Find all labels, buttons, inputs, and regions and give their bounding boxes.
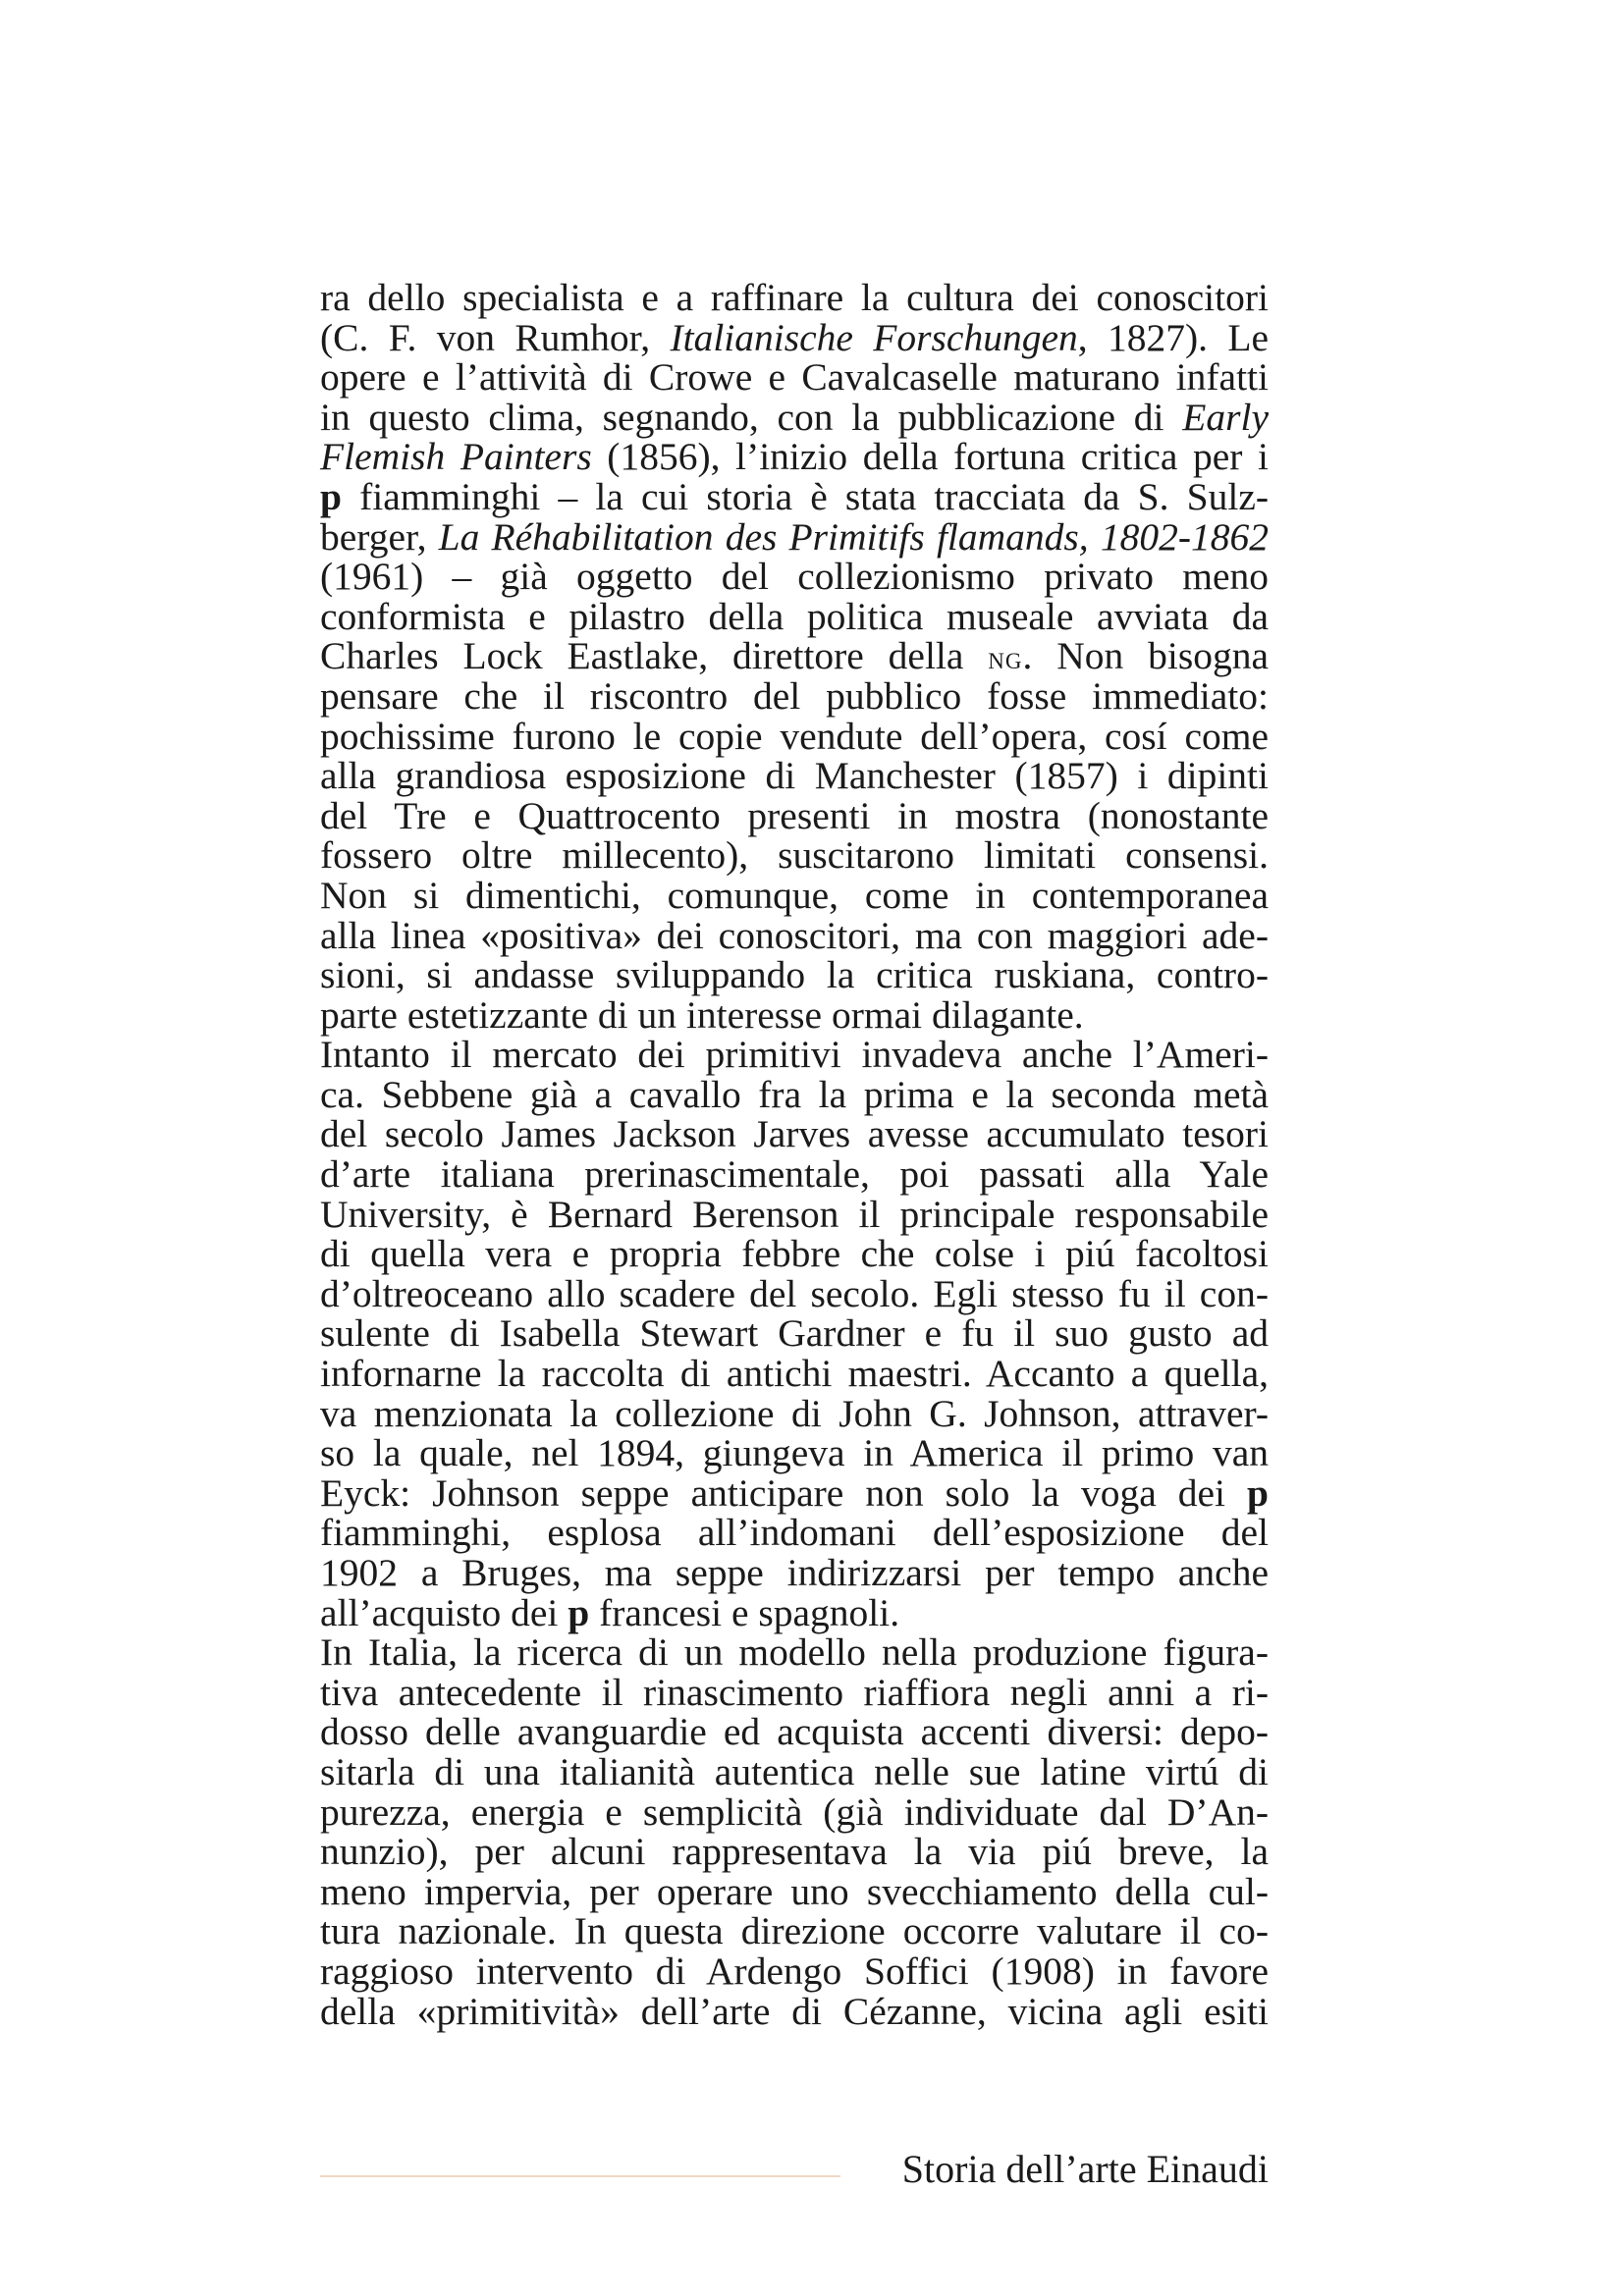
text-line	[320, 1553, 1269, 1593]
text-segment: (1961) – già oggetto del collezionismo privato meno	[320, 555, 1269, 599]
text-segment: nunzio), per alcuni rappresentava la via piú breve, la	[320, 1830, 1269, 1874]
text-segment: opere e l’attività di Crowe e Cavalcaselle maturano infatti	[320, 355, 1269, 400]
text-segment: infornarne la raccolta di antichi maestri. Accanto a quella,	[320, 1352, 1269, 1396]
text-segment: del secolo James Jackson Jarves avesse accumulato tesori	[320, 1112, 1269, 1156]
text-line	[320, 955, 1269, 995]
text-line	[320, 1989, 1269, 2033]
text-segment: di quella vera e propria febbre che colse i piú facoltosi	[320, 1232, 1269, 1276]
text-segment: sioni, si andasse sviluppando la critica ruskiana, contro-	[320, 953, 1269, 997]
text-line	[320, 992, 1269, 1037]
text-line	[320, 474, 1269, 518]
text-segment: , 1827). Le	[1077, 315, 1269, 359]
text-line	[320, 1433, 1269, 1473]
text-segment: conformista e pilastro della politica museale avviata da	[320, 594, 1269, 638]
text-line	[320, 1513, 1269, 1553]
text-line	[320, 437, 1269, 477]
text-line	[320, 1869, 1269, 1913]
text-segment: University, è Bernard Berenson il principale responsabile	[320, 1192, 1269, 1236]
text-line	[320, 1789, 1269, 1834]
text-line	[320, 395, 1269, 439]
text-segment: d’arte italiana prerinascimentale, poi passati alla Yale	[320, 1152, 1269, 1197]
text-segment: Early	[1182, 395, 1269, 439]
text-segment: (C. F. von Rumhor,	[320, 315, 671, 359]
text-segment: 1902 a Bruges, ma seppe indirizzarsi per tempo anche	[320, 1551, 1269, 1594]
text-line	[320, 557, 1269, 597]
footer-title: Storia dell’arte Einaudi	[901, 2147, 1269, 2191]
text-segment: purezza, energia e semplicità (già individuate dal D’An-	[320, 1789, 1269, 1834]
text-segment: pensare che il riscontro del pubblico fosse immediato:	[320, 673, 1269, 718]
text-segment: In Italia, la ricerca di un modello nella produzione figura-	[320, 1630, 1269, 1675]
text-segment: d’oltreoceano allo scadere del secolo. Egli stesso fu il con-	[320, 1271, 1269, 1315]
text-line	[320, 1154, 1269, 1195]
text-segment: p	[1247, 1470, 1269, 1515]
text-segment: Non si dimentichi, comunque, come in contemporanea	[320, 873, 1269, 917]
text-segment: fiamminghi – la cui storia è stata tracciata da S. Sulz-	[341, 474, 1269, 518]
text-line	[320, 315, 1269, 359]
text-segment: della «primitività» dell’arte di Cézanne, vicina agli esiti	[320, 1989, 1269, 2033]
text-line	[320, 673, 1269, 718]
text-segment: dosso delle avanguardie ed acquista accenti diversi: depo-	[320, 1710, 1269, 1754]
text-line	[320, 714, 1269, 758]
text-line	[320, 278, 1269, 318]
text-segment: so la quale, nel 1894, giungeva in America il primo van	[320, 1431, 1269, 1475]
text-segment: p	[568, 1590, 590, 1634]
footer-rule	[320, 2175, 840, 2177]
text-line	[320, 1114, 1269, 1154]
text-segment: in questo clima, segnando, con la pubblicazione di	[320, 395, 1183, 439]
text-line	[320, 1271, 1269, 1315]
text-line	[320, 756, 1269, 796]
text-line	[320, 1951, 1269, 1992]
text-segment: . Non bisogna	[1022, 634, 1269, 678]
text-line	[320, 357, 1269, 398]
text-line	[320, 1632, 1269, 1673]
text-segment: tiva antecedente il rinascimento riaffiora negli anni a ri-	[320, 1670, 1269, 1714]
text-segment: sitarla di una italianità autentica nelle sue latine virtú di	[320, 1749, 1269, 1793]
text-segment: alla grandiosa esposizione di Manchester (1857) i dipinti	[320, 754, 1269, 798]
text-segment: (1856), l’inizio della fortuna critica per i	[591, 435, 1269, 479]
text-segment: fossero oltre millecento), suscitarono limitati consensi.	[320, 833, 1269, 878]
text-line	[320, 793, 1269, 837]
text-segment: tura nazionale. In questa direzione occorre valutare il co-	[320, 1909, 1269, 1953]
text-segment: ra dello specialista e a raffinare la cultura dei conoscitori	[320, 276, 1269, 319]
text-line	[320, 873, 1269, 917]
text-line	[320, 835, 1269, 876]
text-segment: francesi e spagnoli.	[589, 1590, 900, 1634]
text-line	[320, 1470, 1269, 1515]
text-segment: Intanto il mercato dei primitivi invadeva anche l’Ameri-	[320, 1033, 1269, 1077]
text-line	[320, 594, 1269, 638]
text-segment: meno impervia, per operare uno svecchiamento della cul-	[320, 1869, 1269, 1913]
text-segment: sulente di Isabella Stewart Gardner e fu il suo gusto ad	[320, 1311, 1269, 1356]
text-segment: Italianische Forschungen	[670, 315, 1078, 359]
text-segment: fiamminghi, esplosa all’indomani dell’esposizione del	[320, 1511, 1269, 1555]
text-line	[320, 514, 1269, 559]
text-segment: Flemish Painters	[320, 435, 592, 479]
text-segment: berger,	[320, 514, 439, 559]
text-line	[320, 1192, 1269, 1236]
body-text	[320, 278, 1269, 2031]
text-segment: del Tre e Quattrocento presenti in mostra (nonostante	[320, 793, 1269, 837]
text-segment: ng	[988, 641, 1023, 677]
text-segment: parte estetizzante di un interesse ormai dilagante.	[320, 992, 1084, 1037]
text-segment: raggioso intervento di Ardengo Soffici (1908) in favore	[320, 1949, 1269, 1993]
text-line	[320, 913, 1269, 957]
text-line	[320, 1035, 1269, 1075]
text-segment: Eyck: Johnson seppe anticipare non solo la voga dei	[320, 1470, 1248, 1515]
text-segment: La Réhabilitation des Primitifs flamands, 1802-1862	[438, 514, 1269, 559]
text-line	[320, 1712, 1269, 1752]
text-segment: all’acquisto dei	[320, 1590, 568, 1634]
text-line	[320, 1072, 1269, 1116]
text-line	[320, 1749, 1269, 1793]
text-segment: va menzionata la collezione di John G. Johnson, attraver-	[320, 1391, 1269, 1435]
text-line	[320, 1354, 1269, 1394]
text-segment: p	[320, 474, 342, 518]
text-line	[320, 1234, 1269, 1274]
text-segment: alla linea «positiva» dei conoscitori, ma con maggiori ade-	[320, 913, 1269, 957]
text-segment: Charles Lock Eastlake, direttore della	[320, 634, 989, 678]
text-line	[320, 636, 1269, 676]
text-line	[320, 1313, 1269, 1354]
text-line	[320, 1670, 1269, 1714]
text-line	[320, 1832, 1269, 1872]
text-segment: ca. Sebbene già a cavallo fra la prima e la seconda metà	[320, 1072, 1269, 1116]
text-line	[320, 1911, 1269, 1951]
text-line	[320, 1590, 1269, 1634]
text-line	[320, 1391, 1269, 1435]
text-segment: pochissime furono le copie vendute dell’opera, cosí come	[320, 714, 1269, 758]
